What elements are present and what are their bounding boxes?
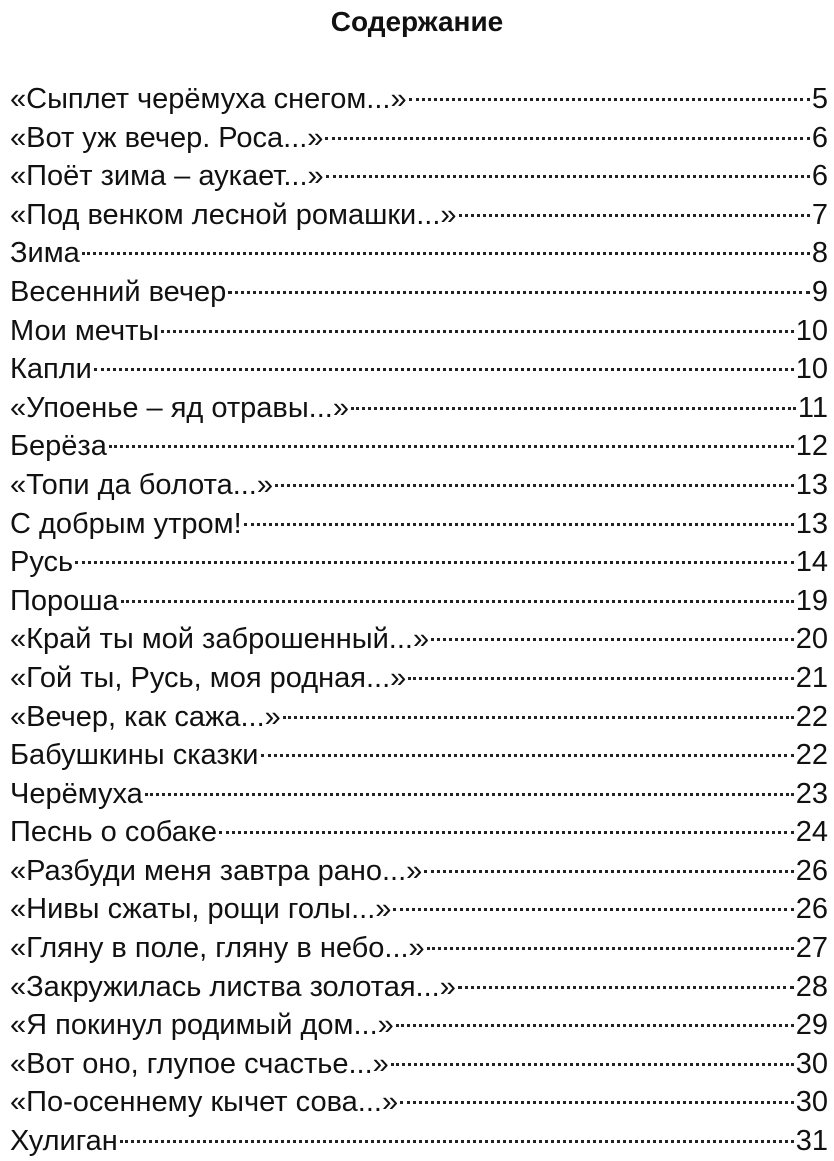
toc-entry-title: Песнь о собаке <box>10 816 218 849</box>
toc-entry-title: «Сыплет черёмуха снегом...» <box>10 83 407 115</box>
toc-entry-title: С добрым утром! <box>10 507 242 540</box>
table-of-contents <box>10 80 828 1161</box>
toc-entry <box>10 890 828 929</box>
dot-leader <box>408 677 793 680</box>
toc-entry <box>10 736 828 775</box>
toc-entry <box>10 119 828 158</box>
toc-entry-page-number: 29 <box>795 1009 828 1042</box>
toc-entry <box>10 543 828 582</box>
toc-entry-page-number: 10 <box>795 353 828 386</box>
toc-entry <box>10 582 828 621</box>
toc-entry <box>10 813 828 852</box>
dot-leader <box>325 137 809 140</box>
toc-entry-page-number: 10 <box>795 314 828 347</box>
dot-leader <box>424 870 793 873</box>
toc-entry-page-number: 31 <box>795 1125 828 1158</box>
toc-entry <box>10 698 828 737</box>
toc-entry <box>10 1045 828 1084</box>
toc-entry-title: Капли <box>10 353 92 386</box>
toc-entry <box>10 968 828 1007</box>
toc-entry-page-number: 14 <box>795 546 828 579</box>
toc-entry-page-number: 12 <box>795 430 828 463</box>
toc-entry-title: «Под венком лесной ромашки...» <box>10 198 457 231</box>
dot-leader <box>431 638 794 641</box>
toc-entry-page-number: 28 <box>795 970 828 1003</box>
toc-entry-title: Хулиган <box>10 1125 118 1158</box>
toc-entry-title: Пороша <box>10 584 119 617</box>
toc-entry-page-number: 20 <box>795 623 828 656</box>
dot-leader <box>261 754 794 757</box>
toc-entry-page-number: 13 <box>795 507 828 540</box>
dot-leader <box>391 1063 794 1066</box>
dot-leader <box>161 330 794 333</box>
toc-entry-page-number: 13 <box>795 468 828 501</box>
toc-entry <box>10 427 828 466</box>
dot-leader <box>120 1140 794 1143</box>
toc-entry-page-number: 27 <box>795 932 828 965</box>
toc-entry-title: Бабушкины сказки <box>10 739 259 772</box>
toc-entry <box>10 273 828 312</box>
toc-entry-title: «По-осеннему кычет сова...» <box>10 1086 399 1119</box>
dot-leader <box>458 986 794 989</box>
toc-entry-title: «Нивы сжаты, рощи голы...» <box>10 893 392 926</box>
toc-entry <box>10 234 828 273</box>
toc-entry <box>10 1006 828 1045</box>
toc-entry <box>10 775 828 814</box>
dot-leader <box>219 831 794 834</box>
toc-entry <box>10 620 828 659</box>
toc-entry-title: «Гляну в поле, гляну в небо...» <box>10 932 425 965</box>
toc-entry <box>10 929 828 968</box>
toc-entry-page-number: 21 <box>795 661 828 694</box>
toc-entry-page-number: 6 <box>811 160 828 193</box>
toc-entry-title: «Поёт зима – аукает...» <box>10 160 324 193</box>
toc-entry-page-number: 23 <box>795 777 828 810</box>
toc-entry-page-number: 5 <box>811 83 828 115</box>
toc-entry-title: «Разбуди меня завтра рано...» <box>10 854 423 887</box>
toc-entry-title: Зима <box>10 237 80 270</box>
toc-entry-title: Русь <box>10 546 74 579</box>
toc-entry-page-number: 8 <box>811 237 828 270</box>
toc-entry <box>10 80 828 119</box>
toc-entry <box>10 1083 828 1122</box>
dot-leader <box>396 1024 794 1027</box>
dot-leader <box>427 947 794 950</box>
toc-entry <box>10 466 828 505</box>
toc-entry-page-number: 9 <box>811 275 828 308</box>
toc-entry-page-number: 6 <box>811 121 828 154</box>
dot-leader <box>409 98 810 101</box>
toc-entry-title: «Вот оно, глупое счастье...» <box>10 1047 389 1080</box>
dot-leader <box>109 445 794 448</box>
toc-entry-title: «Гой ты, Русь, моя родная...» <box>10 661 407 694</box>
dot-leader <box>393 908 793 911</box>
toc-entry-title: Мои мечты <box>10 314 160 347</box>
toc-entry-page-number: 7 <box>811 198 828 231</box>
toc-entry <box>10 350 828 389</box>
toc-entry <box>10 157 828 196</box>
toc-entry <box>10 196 828 235</box>
toc-entry-page-number: 24 <box>795 816 828 849</box>
dot-leader <box>75 561 794 564</box>
dot-leader <box>275 484 794 487</box>
dot-leader <box>94 368 794 371</box>
toc-entry-page-number: 26 <box>795 893 828 926</box>
toc-entry-title: «Закружилась листва золотая...» <box>10 970 456 1003</box>
dot-leader <box>82 252 810 255</box>
toc-entry-title: Весенний вечер <box>10 275 227 308</box>
dot-leader <box>326 175 810 178</box>
toc-entry-title: «Упоенье – яд отравы...» <box>10 391 349 424</box>
toc-entry <box>10 1122 828 1161</box>
page-title: Содержание <box>330 6 504 37</box>
toc-entry <box>10 852 828 891</box>
toc-entry-title: «Я покинул родимый дом...» <box>10 1009 394 1042</box>
dot-leader <box>351 407 796 410</box>
toc-entry-title: «Топи да болота...» <box>10 468 273 501</box>
toc-entry <box>10 389 828 428</box>
toc-entry <box>10 312 828 351</box>
dot-leader <box>459 214 810 217</box>
toc-entry-page-number: 22 <box>795 700 828 733</box>
toc-entry <box>10 505 828 544</box>
dot-leader <box>145 793 794 796</box>
toc-entry-page-number: 30 <box>795 1086 828 1119</box>
toc-entry-page-number: 22 <box>795 739 828 772</box>
toc-entry <box>10 659 828 698</box>
toc-entry-title: Черёмуха <box>10 777 143 810</box>
dot-leader <box>228 291 810 294</box>
dot-leader <box>121 600 794 603</box>
toc-entry-page-number: 19 <box>795 584 828 617</box>
toc-entry-title: «Край ты мой заброшенный...» <box>10 623 430 656</box>
dot-leader <box>283 716 794 719</box>
toc-entry-page-number: 30 <box>795 1047 828 1080</box>
toc-entry-title: Берёза <box>10 430 107 463</box>
toc-entry-page-number: 11 <box>797 391 828 424</box>
toc-entry-page-number: 26 <box>795 854 828 887</box>
toc-entry-title: «Вечер, как сажа...» <box>10 700 281 733</box>
dot-leader <box>400 1101 794 1104</box>
dot-leader <box>244 523 794 526</box>
toc-entry-title: «Вот уж вечер. Роса...» <box>10 121 324 154</box>
